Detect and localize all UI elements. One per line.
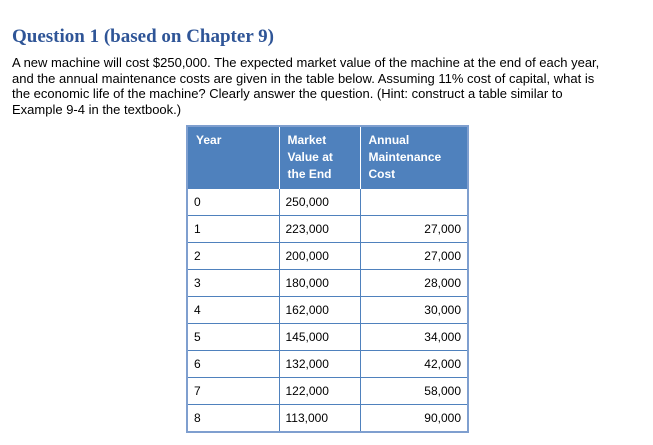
table-row: [187, 270, 468, 297]
machine-data-table: [186, 125, 469, 433]
header-market-value: Market Value at the End: [279, 126, 360, 189]
question-line: and the annual maintenance costs are given in the table below. Assuming 11% cost of capital, what is: [12, 70, 595, 86]
cell-year: 5: [187, 324, 279, 351]
cell-market-value: 200,000: [279, 243, 360, 270]
cell-maintenance: 34,000: [360, 324, 468, 351]
cell-year: 0: [187, 189, 279, 216]
cell-year: 7: [187, 378, 279, 405]
cell-year: 1: [187, 216, 279, 243]
question-line: Example 9-4 in the textbook.): [12, 101, 182, 117]
table-header-row: [187, 126, 468, 189]
cell-maintenance: 28,000: [360, 270, 468, 297]
cell-year: 2: [187, 243, 279, 270]
cell-market-value: 132,000: [279, 351, 360, 378]
question-text: [12, 55, 644, 117]
cell-market-value: 113,000: [279, 405, 360, 433]
cell-maintenance: 27,000: [360, 216, 468, 243]
cell-maintenance: 90,000: [360, 405, 468, 433]
cell-market-value: 180,000: [279, 270, 360, 297]
header-year: Year: [187, 126, 279, 189]
cell-maintenance: 30,000: [360, 297, 468, 324]
table-row: [187, 351, 468, 378]
cell-maintenance: [360, 189, 468, 216]
question-line: the economic life of the machine? Clearly answer the question. (Hint: construct a table similar to: [12, 86, 563, 101]
table-row: [187, 216, 468, 243]
cell-market-value: 162,000: [279, 297, 360, 324]
cell-year: 8: [187, 405, 279, 433]
table-row: [187, 189, 468, 216]
cell-year: 3: [187, 270, 279, 297]
header-annual-maintenance: Annual Maintenance Cost: [360, 126, 468, 189]
question-heading: Question 1 (based on Chapter 9): [12, 26, 274, 47]
cell-maintenance: 42,000: [360, 351, 468, 378]
cell-maintenance: 27,000: [360, 243, 468, 270]
table-row: [187, 324, 468, 351]
question-line: A new machine will cost $250,000. The expected market value of the machine at the end of each year,: [12, 55, 600, 70]
table-row: [187, 378, 468, 405]
cell-market-value: 223,000: [279, 216, 360, 243]
cell-maintenance: 58,000: [360, 378, 468, 405]
cell-market-value: 250,000: [279, 189, 360, 216]
table-row: [187, 405, 468, 433]
table-row: [187, 243, 468, 270]
cell-market-value: 122,000: [279, 378, 360, 405]
cell-market-value: 145,000: [279, 324, 360, 351]
table-row: [187, 297, 468, 324]
cell-year: 4: [187, 297, 279, 324]
cell-year: 6: [187, 351, 279, 378]
